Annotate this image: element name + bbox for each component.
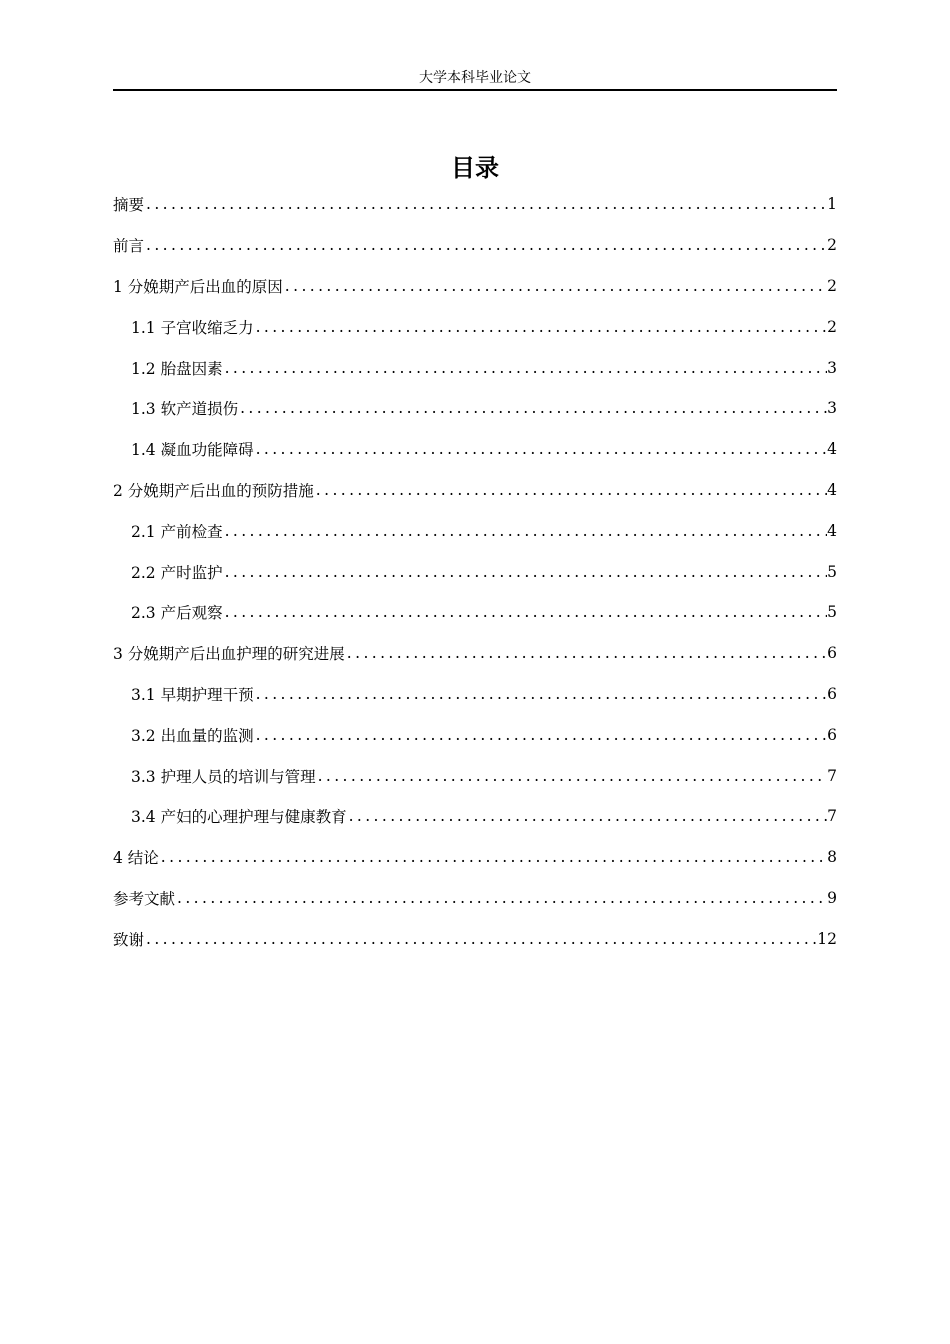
toc-entry-label: 前言 xyxy=(113,237,145,256)
toc-entry-page-number: 9 xyxy=(827,888,837,907)
toc-entry[interactable] xyxy=(113,551,837,592)
toc-entry-label: 3.2 出血量的监测 xyxy=(131,726,254,745)
toc-entry[interactable] xyxy=(113,878,837,919)
toc-entry-label: 4 结论 xyxy=(113,849,159,868)
toc-entry[interactable] xyxy=(113,266,837,307)
toc-entry[interactable] xyxy=(113,674,837,715)
toc-entry-label: 致谢 xyxy=(113,930,145,949)
toc-entry-page-number: 6 xyxy=(827,684,837,703)
toc-entry-label: 1.2 胎盘因素 xyxy=(131,359,223,378)
toc-entry-label: 1.1 子宫收缩乏力 xyxy=(131,318,254,337)
toc-entry[interactable] xyxy=(113,470,837,511)
toc-entry-page-number: 5 xyxy=(827,603,837,622)
toc-entry[interactable] xyxy=(113,388,837,429)
toc-entry-page-number: 6 xyxy=(827,644,837,663)
toc-entry[interactable] xyxy=(113,184,837,225)
toc-dot-leader xyxy=(254,440,828,458)
toc-dot-leader xyxy=(144,195,827,213)
toc-entry[interactable] xyxy=(113,592,837,633)
toc-entry-page-number: 2 xyxy=(827,236,837,255)
toc-entry-label: 3.4 产妇的心理护理与健康教育 xyxy=(131,808,347,827)
toc-dot-leader xyxy=(254,726,828,744)
toc-entry[interactable] xyxy=(113,918,837,959)
toc-entry[interactable] xyxy=(113,225,837,266)
toc-title: 目录 xyxy=(451,154,499,182)
toc-dot-leader xyxy=(254,318,828,336)
toc-entry-label: 2 分娩期产后出血的预防措施 xyxy=(113,481,314,500)
toc-entry-label: 3 分娩期产后出血护理的研究进展 xyxy=(113,645,345,664)
toc-entry-label: 2.1 产前检查 xyxy=(131,522,223,541)
toc-dot-leader xyxy=(144,930,817,948)
toc-entry[interactable] xyxy=(113,306,837,347)
toc-entry-page-number: 4 xyxy=(827,521,837,540)
toc-entry-page-number: 7 xyxy=(827,807,837,826)
toc-entry-label: 3.3 护理人员的培训与管理 xyxy=(131,767,316,786)
toc-entry-label: 2.2 产时监护 xyxy=(131,563,223,582)
toc-entry-page-number: 6 xyxy=(827,725,837,744)
toc-entry-page-number: 4 xyxy=(827,440,837,459)
toc-dot-leader xyxy=(345,644,827,662)
toc-entry-label: 3.1 早期护理干预 xyxy=(131,685,254,704)
toc-entry-page-number: 7 xyxy=(827,766,837,785)
toc-dot-leader xyxy=(238,399,827,417)
toc-entry-label: 参考文献 xyxy=(113,889,176,908)
toc-entry-page-number: 2 xyxy=(827,317,837,336)
toc-entry-label: 2.3 产后观察 xyxy=(131,604,223,623)
toc-dot-leader xyxy=(283,277,827,295)
toc-dot-leader xyxy=(223,563,828,581)
toc-dot-leader xyxy=(347,807,828,825)
toc-dot-leader xyxy=(159,848,827,866)
toc-dot-leader xyxy=(223,603,828,621)
toc-dot-leader xyxy=(254,685,828,703)
toc-entry[interactable] xyxy=(113,429,837,470)
toc-entry-label: 1.4 凝血功能障碍 xyxy=(131,441,254,460)
toc-dot-leader xyxy=(144,236,827,254)
toc-entry[interactable] xyxy=(113,633,837,674)
toc-entry-page-number: 5 xyxy=(827,562,837,581)
toc-entry-label: 1.3 软产道损伤 xyxy=(131,400,239,419)
toc-entry[interactable] xyxy=(113,347,837,388)
toc-dot-leader xyxy=(175,889,827,907)
toc-entry-label: 1 分娩期产后出血的原因 xyxy=(113,277,283,296)
toc-entry[interactable] xyxy=(113,755,837,796)
toc-dot-leader xyxy=(223,359,828,377)
toc-entry[interactable] xyxy=(113,796,837,837)
toc-entry-page-number: 4 xyxy=(827,480,837,499)
toc-dot-leader xyxy=(316,767,828,785)
toc-list xyxy=(113,184,837,959)
toc-entry[interactable] xyxy=(113,714,837,755)
toc-dot-leader xyxy=(223,522,828,540)
toc-dot-leader xyxy=(314,481,827,499)
page-header xyxy=(113,68,837,91)
toc-entry-page-number: 1 xyxy=(827,195,837,214)
toc-entry-page-number: 2 xyxy=(827,276,837,295)
toc-entry-page-number: 8 xyxy=(827,848,837,867)
toc-entry[interactable] xyxy=(113,837,837,878)
toc-entry[interactable] xyxy=(113,510,837,551)
toc-entry-page-number: 3 xyxy=(827,358,837,377)
running-title: 大学本科毕业论文 xyxy=(419,70,531,86)
toc-entry-page-number: 3 xyxy=(827,399,837,418)
toc-entry-page-number: 12 xyxy=(817,929,837,948)
toc-entry-label: 摘要 xyxy=(113,196,145,215)
